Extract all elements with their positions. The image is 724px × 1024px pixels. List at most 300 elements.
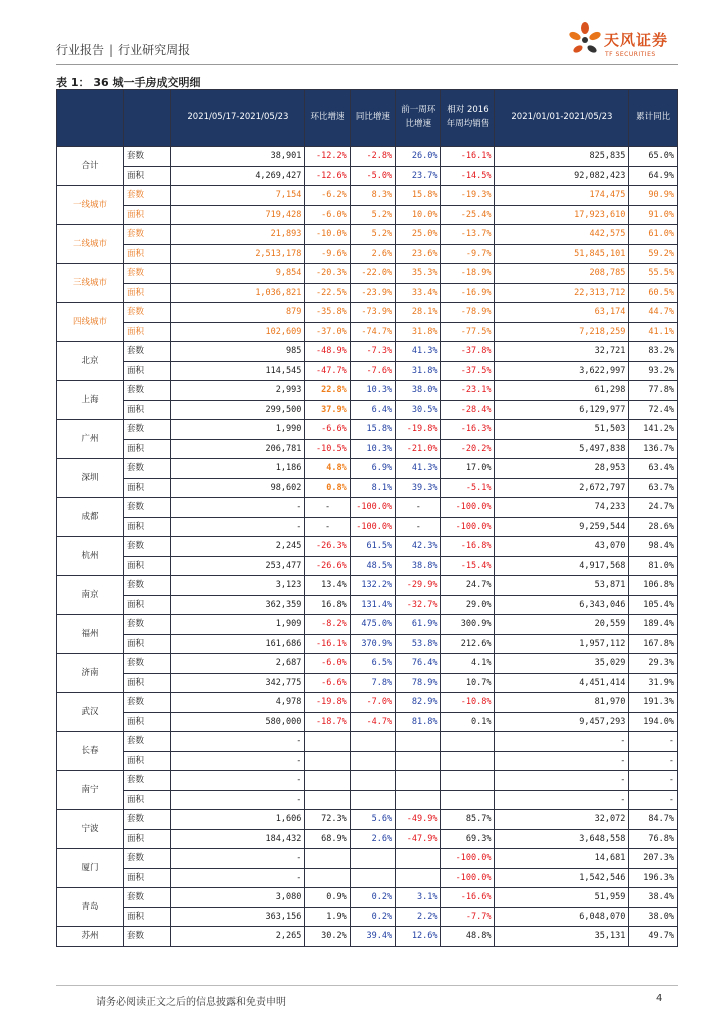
- value-wow: [305, 868, 350, 888]
- value-yoy: -7.6%: [350, 361, 395, 381]
- value-yoy: -5.0%: [350, 166, 395, 186]
- metric-label: 面积: [123, 283, 171, 303]
- value-ytd-yoy: 55.5%: [629, 264, 678, 284]
- table-header-row: [57, 90, 678, 147]
- value-ytd-yoy: 83.2%: [629, 342, 678, 362]
- city-name: 广州: [57, 420, 124, 459]
- value-prev-wow: -47.9%: [396, 829, 441, 849]
- value-week: 342,775: [171, 673, 305, 693]
- value-week: 3,080: [171, 888, 305, 908]
- value-week: 2,513,178: [171, 244, 305, 264]
- value-wow: 22.8%: [305, 381, 350, 401]
- metric-label: 套数: [123, 576, 171, 596]
- value-yoy: -2.8%: [350, 147, 395, 167]
- value-vs2016: -13.7%: [441, 225, 495, 245]
- value-prev-wow: 39.3%: [396, 478, 441, 498]
- metric-label: 套数: [123, 147, 171, 167]
- value-ytd-yoy: 64.9%: [629, 166, 678, 186]
- metric-label: 套数: [123, 693, 171, 713]
- value-yoy: 6.4%: [350, 400, 395, 420]
- value-ytd-yoy: 49.7%: [629, 927, 678, 947]
- value-yoy: 2.6%: [350, 244, 395, 264]
- value-week: 580,000: [171, 712, 305, 732]
- value-week: 206,781: [171, 439, 305, 459]
- value-vs2016: -16.3%: [441, 420, 495, 440]
- metric-label: 面积: [123, 595, 171, 615]
- value-prev-wow: 31.8%: [396, 361, 441, 381]
- city-name: 杭州: [57, 537, 124, 576]
- value-yoy: 5.2%: [350, 225, 395, 245]
- value-vs2016: -16.9%: [441, 283, 495, 303]
- table-row: [57, 420, 678, 440]
- value-week: -: [171, 868, 305, 888]
- value-vs2016: -77.5%: [441, 322, 495, 342]
- city-name: 厦门: [57, 849, 124, 888]
- metric-label: 套数: [123, 654, 171, 674]
- value-ytd-yoy: 136.7%: [629, 439, 678, 459]
- value-prev-wow: -: [396, 517, 441, 537]
- value-week: -: [171, 771, 305, 791]
- city-name: 上海: [57, 381, 124, 420]
- value-ytd: 17,923,610: [495, 205, 629, 225]
- table-title: 表 1： 36 城一手房成交明细: [56, 76, 201, 89]
- logo-mark-icon: [568, 22, 602, 62]
- value-week: 1,990: [171, 420, 305, 440]
- value-vs2016: -16.6%: [441, 888, 495, 908]
- metric-label: 套数: [123, 771, 171, 791]
- value-ytd: 63,174: [495, 303, 629, 323]
- value-ytd: 9,259,544: [495, 517, 629, 537]
- value-yoy: [350, 732, 395, 752]
- value-yoy: 39.4%: [350, 927, 395, 947]
- header-category: 行业报告: [56, 43, 105, 57]
- value-ytd-yoy: 90.9%: [629, 186, 678, 206]
- transaction-table: [56, 89, 678, 947]
- value-vs2016: -14.5%: [441, 166, 495, 186]
- value-prev-wow: -19.8%: [396, 420, 441, 440]
- value-yoy: 0.2%: [350, 907, 395, 927]
- value-week: 299,500: [171, 400, 305, 420]
- value-ytd: 6,343,046: [495, 595, 629, 615]
- value-vs2016: -100.0%: [441, 517, 495, 537]
- value-vs2016: 212.6%: [441, 634, 495, 654]
- value-wow: -6.2%: [305, 186, 350, 206]
- table-row: [57, 771, 678, 791]
- value-yoy: [350, 751, 395, 771]
- metric-label: 面积: [123, 829, 171, 849]
- value-wow: 16.8%: [305, 595, 350, 615]
- value-week: -: [171, 732, 305, 752]
- value-ytd-yoy: 194.0%: [629, 712, 678, 732]
- table-row: [57, 927, 678, 947]
- metric-label: 套数: [123, 615, 171, 635]
- value-yoy: -74.7%: [350, 322, 395, 342]
- table-row: [57, 205, 678, 225]
- table-row: [57, 342, 678, 362]
- city-name: 四线城市: [57, 303, 124, 342]
- value-ytd-yoy: 106.8%: [629, 576, 678, 596]
- metric-label: 面积: [123, 790, 171, 810]
- city-name: 长春: [57, 732, 124, 771]
- value-vs2016: 24.7%: [441, 576, 495, 596]
- table-row: [57, 810, 678, 830]
- value-ytd: 4,451,414: [495, 673, 629, 693]
- value-week: 2,245: [171, 537, 305, 557]
- value-prev-wow: 78.9%: [396, 673, 441, 693]
- value-yoy: -73.9%: [350, 303, 395, 323]
- value-week: -: [171, 790, 305, 810]
- value-ytd: 20,559: [495, 615, 629, 635]
- value-prev-wow: -21.0%: [396, 439, 441, 459]
- value-week: 2,687: [171, 654, 305, 674]
- value-wow: -: [305, 517, 350, 537]
- value-wow: -6.0%: [305, 654, 350, 674]
- value-ytd: 6,048,070: [495, 907, 629, 927]
- value-ytd-yoy: 93.2%: [629, 361, 678, 381]
- value-prev-wow: [396, 771, 441, 791]
- metric-label: 套数: [123, 303, 171, 323]
- city-name: 一线城市: [57, 186, 124, 225]
- value-ytd-yoy: 77.8%: [629, 381, 678, 401]
- value-vs2016: -19.3%: [441, 186, 495, 206]
- table-row: [57, 361, 678, 381]
- value-ytd: 208,785: [495, 264, 629, 284]
- value-yoy: 0.2%: [350, 888, 395, 908]
- table-row: [57, 322, 678, 342]
- table-body: [57, 147, 678, 947]
- value-wow: -8.2%: [305, 615, 350, 635]
- value-ytd: -: [495, 771, 629, 791]
- metric-label: 面积: [123, 205, 171, 225]
- value-week: -: [171, 498, 305, 518]
- value-prev-wow: 53.8%: [396, 634, 441, 654]
- value-wow: -: [305, 498, 350, 518]
- value-prev-wow: -32.7%: [396, 595, 441, 615]
- value-ytd: 825,835: [495, 147, 629, 167]
- value-yoy: 48.5%: [350, 556, 395, 576]
- value-ytd-yoy: 105.4%: [629, 595, 678, 615]
- table-row: [57, 439, 678, 459]
- value-wow: 37.9%: [305, 400, 350, 420]
- value-yoy: 131.4%: [350, 595, 395, 615]
- value-ytd: -: [495, 790, 629, 810]
- value-vs2016: -100.0%: [441, 849, 495, 869]
- metric-label: 面积: [123, 712, 171, 732]
- value-ytd-yoy: 189.4%: [629, 615, 678, 635]
- header-subcategory: 行业研究周报: [118, 43, 191, 57]
- value-wow: -6.0%: [305, 205, 350, 225]
- header-prev-wow: 前一周环比增速: [396, 90, 441, 147]
- value-vs2016: [441, 751, 495, 771]
- metric-label: 套数: [123, 537, 171, 557]
- city-name: 深圳: [57, 459, 124, 498]
- metric-label: 面积: [123, 166, 171, 186]
- value-vs2016: 17.0%: [441, 459, 495, 479]
- value-yoy: -100.0%: [350, 517, 395, 537]
- value-week: 253,477: [171, 556, 305, 576]
- value-ytd: 32,721: [495, 342, 629, 362]
- value-vs2016: [441, 732, 495, 752]
- table-row: [57, 244, 678, 264]
- value-week: 4,978: [171, 693, 305, 713]
- value-ytd: 32,072: [495, 810, 629, 830]
- table-row: [57, 790, 678, 810]
- value-ytd-yoy: 38.4%: [629, 888, 678, 908]
- value-ytd-yoy: -: [629, 751, 678, 771]
- table-row: [57, 478, 678, 498]
- value-ytd: 74,233: [495, 498, 629, 518]
- value-ytd: 6,129,977: [495, 400, 629, 420]
- metric-label: 面积: [123, 361, 171, 381]
- value-wow: [305, 732, 350, 752]
- value-prev-wow: [396, 790, 441, 810]
- value-ytd-yoy: 61.0%: [629, 225, 678, 245]
- value-ytd-yoy: 141.2%: [629, 420, 678, 440]
- table-row: [57, 381, 678, 401]
- value-yoy: -7.0%: [350, 693, 395, 713]
- value-vs2016: -100.0%: [441, 498, 495, 518]
- value-vs2016: -10.8%: [441, 693, 495, 713]
- value-yoy: -23.9%: [350, 283, 395, 303]
- value-vs2016: [441, 790, 495, 810]
- value-ytd-yoy: -: [629, 790, 678, 810]
- value-yoy: 5.2%: [350, 205, 395, 225]
- value-wow: -22.5%: [305, 283, 350, 303]
- value-ytd-yoy: 191.3%: [629, 693, 678, 713]
- city-name: 二线城市: [57, 225, 124, 264]
- value-wow: -12.2%: [305, 147, 350, 167]
- metric-label: 套数: [123, 927, 171, 947]
- metric-label: 套数: [123, 888, 171, 908]
- value-wow: 72.3%: [305, 810, 350, 830]
- value-week: 21,893: [171, 225, 305, 245]
- value-ytd-yoy: 76.8%: [629, 829, 678, 849]
- value-wow: 30.2%: [305, 927, 350, 947]
- value-vs2016: 4.1%: [441, 654, 495, 674]
- value-ytd: 53,871: [495, 576, 629, 596]
- value-wow: [305, 751, 350, 771]
- table-row: [57, 907, 678, 927]
- value-yoy: 2.6%: [350, 829, 395, 849]
- value-week: 362,359: [171, 595, 305, 615]
- value-ytd-yoy: 60.5%: [629, 283, 678, 303]
- value-wow: [305, 771, 350, 791]
- value-vs2016: -23.1%: [441, 381, 495, 401]
- value-week: 1,606: [171, 810, 305, 830]
- metric-label: 套数: [123, 264, 171, 284]
- header-yoy: 同比增速: [350, 90, 395, 147]
- table-row: [57, 751, 678, 771]
- value-prev-wow: 33.4%: [396, 283, 441, 303]
- value-yoy: 10.3%: [350, 439, 395, 459]
- value-ytd: 7,218,259: [495, 322, 629, 342]
- value-vs2016: -9.7%: [441, 244, 495, 264]
- value-prev-wow: 25.0%: [396, 225, 441, 245]
- value-prev-wow: 41.3%: [396, 342, 441, 362]
- value-vs2016: -100.0%: [441, 868, 495, 888]
- value-ytd: 22,313,712: [495, 283, 629, 303]
- value-week: 1,186: [171, 459, 305, 479]
- value-wow: -19.8%: [305, 693, 350, 713]
- value-week: 98,602: [171, 478, 305, 498]
- value-vs2016: 48.8%: [441, 927, 495, 947]
- value-ytd: 9,457,293: [495, 712, 629, 732]
- table-row: [57, 400, 678, 420]
- value-ytd: 35,029: [495, 654, 629, 674]
- value-prev-wow: 82.9%: [396, 693, 441, 713]
- value-week: 985: [171, 342, 305, 362]
- value-vs2016: -18.9%: [441, 264, 495, 284]
- value-week: 363,156: [171, 907, 305, 927]
- value-week: 719,428: [171, 205, 305, 225]
- logo-text: 天风证券: [604, 31, 669, 49]
- value-vs2016: -28.4%: [441, 400, 495, 420]
- value-ytd: 51,959: [495, 888, 629, 908]
- value-prev-wow: 3.1%: [396, 888, 441, 908]
- value-vs2016: -37.5%: [441, 361, 495, 381]
- value-prev-wow: [396, 868, 441, 888]
- value-yoy: 475.0%: [350, 615, 395, 635]
- value-prev-wow: 31.8%: [396, 322, 441, 342]
- value-ytd-yoy: -: [629, 732, 678, 752]
- value-prev-wow: [396, 732, 441, 752]
- value-prev-wow: 15.8%: [396, 186, 441, 206]
- value-vs2016: -78.9%: [441, 303, 495, 323]
- value-prev-wow: 2.2%: [396, 907, 441, 927]
- value-prev-wow: 42.3%: [396, 537, 441, 557]
- value-wow: 0.9%: [305, 888, 350, 908]
- value-ytd-yoy: 72.4%: [629, 400, 678, 420]
- value-week: 2,265: [171, 927, 305, 947]
- header-ytd-range: 2021/01/01-2021/05/23: [495, 90, 629, 147]
- table-row: [57, 654, 678, 674]
- page-number: 4: [656, 993, 663, 1004]
- table-row: [57, 225, 678, 245]
- table-row: [57, 283, 678, 303]
- value-wow: 68.9%: [305, 829, 350, 849]
- value-wow: -35.8%: [305, 303, 350, 323]
- value-yoy: [350, 790, 395, 810]
- value-ytd: 174,475: [495, 186, 629, 206]
- table-row: [57, 732, 678, 752]
- value-yoy: 61.5%: [350, 537, 395, 557]
- metric-label: 套数: [123, 498, 171, 518]
- metric-label: 套数: [123, 342, 171, 362]
- city-name: 成都: [57, 498, 124, 537]
- value-prev-wow: 38.0%: [396, 381, 441, 401]
- metric-label: 套数: [123, 849, 171, 869]
- value-yoy: [350, 771, 395, 791]
- value-week: 1,036,821: [171, 283, 305, 303]
- value-yoy: [350, 849, 395, 869]
- value-yoy: 6.5%: [350, 654, 395, 674]
- value-ytd-yoy: 63.4%: [629, 459, 678, 479]
- value-yoy: 15.8%: [350, 420, 395, 440]
- value-wow: -9.6%: [305, 244, 350, 264]
- value-ytd-yoy: 44.7%: [629, 303, 678, 323]
- value-ytd: 28,953: [495, 459, 629, 479]
- value-ytd-yoy: 29.3%: [629, 654, 678, 674]
- value-vs2016: -15.4%: [441, 556, 495, 576]
- value-vs2016: -25.4%: [441, 205, 495, 225]
- value-ytd: 81,970: [495, 693, 629, 713]
- header-wow: 环比增速: [305, 90, 350, 147]
- table-row: [57, 459, 678, 479]
- table-row: [57, 537, 678, 557]
- value-week: 879: [171, 303, 305, 323]
- city-name: 宁波: [57, 810, 124, 849]
- value-ytd: 1,542,546: [495, 868, 629, 888]
- value-vs2016: 69.3%: [441, 829, 495, 849]
- value-ytd-yoy: 84.7%: [629, 810, 678, 830]
- value-yoy: 370.9%: [350, 634, 395, 654]
- value-ytd: 4,917,568: [495, 556, 629, 576]
- value-vs2016: -20.2%: [441, 439, 495, 459]
- value-ytd-yoy: 98.4%: [629, 537, 678, 557]
- table-row: [57, 829, 678, 849]
- value-yoy: -4.7%: [350, 712, 395, 732]
- value-prev-wow: 10.0%: [396, 205, 441, 225]
- metric-label: 面积: [123, 868, 171, 888]
- value-yoy: 6.9%: [350, 459, 395, 479]
- value-ytd: 35,131: [495, 927, 629, 947]
- metric-label: 面积: [123, 517, 171, 537]
- table-row: [57, 576, 678, 596]
- value-prev-wow: -: [396, 498, 441, 518]
- table-row: [57, 264, 678, 284]
- value-ytd: 3,622,997: [495, 361, 629, 381]
- value-prev-wow: [396, 849, 441, 869]
- value-week: 1,909: [171, 615, 305, 635]
- value-week: -: [171, 751, 305, 771]
- value-prev-wow: 38.8%: [396, 556, 441, 576]
- value-wow: [305, 790, 350, 810]
- metric-label: 面积: [123, 751, 171, 771]
- value-prev-wow: 26.0%: [396, 147, 441, 167]
- value-vs2016: -5.1%: [441, 478, 495, 498]
- value-ytd-yoy: 91.0%: [629, 205, 678, 225]
- value-wow: -26.3%: [305, 537, 350, 557]
- value-wow: -10.5%: [305, 439, 350, 459]
- metric-label: 套数: [123, 186, 171, 206]
- value-ytd: 1,957,112: [495, 634, 629, 654]
- value-yoy: [350, 868, 395, 888]
- value-week: 38,901: [171, 147, 305, 167]
- value-yoy: 5.6%: [350, 810, 395, 830]
- value-yoy: 10.3%: [350, 381, 395, 401]
- value-yoy: 132.2%: [350, 576, 395, 596]
- header-divider: [56, 64, 678, 65]
- value-prev-wow: 30.5%: [396, 400, 441, 420]
- value-prev-wow: 28.1%: [396, 303, 441, 323]
- metric-label: 套数: [123, 810, 171, 830]
- value-ytd: 51,845,101: [495, 244, 629, 264]
- value-ytd-yoy: 59.2%: [629, 244, 678, 264]
- value-prev-wow: 23.7%: [396, 166, 441, 186]
- metric-label: 套数: [123, 420, 171, 440]
- value-wow: [305, 849, 350, 869]
- metric-label: 面积: [123, 907, 171, 927]
- footer-divider: [56, 985, 678, 986]
- value-prev-wow: -29.9%: [396, 576, 441, 596]
- value-wow: 4.8%: [305, 459, 350, 479]
- value-prev-wow: 23.6%: [396, 244, 441, 264]
- value-prev-wow: 61.9%: [396, 615, 441, 635]
- city-name: 武汉: [57, 693, 124, 732]
- value-vs2016: 300.9%: [441, 615, 495, 635]
- value-ytd-yoy: 38.0%: [629, 907, 678, 927]
- value-yoy: -7.3%: [350, 342, 395, 362]
